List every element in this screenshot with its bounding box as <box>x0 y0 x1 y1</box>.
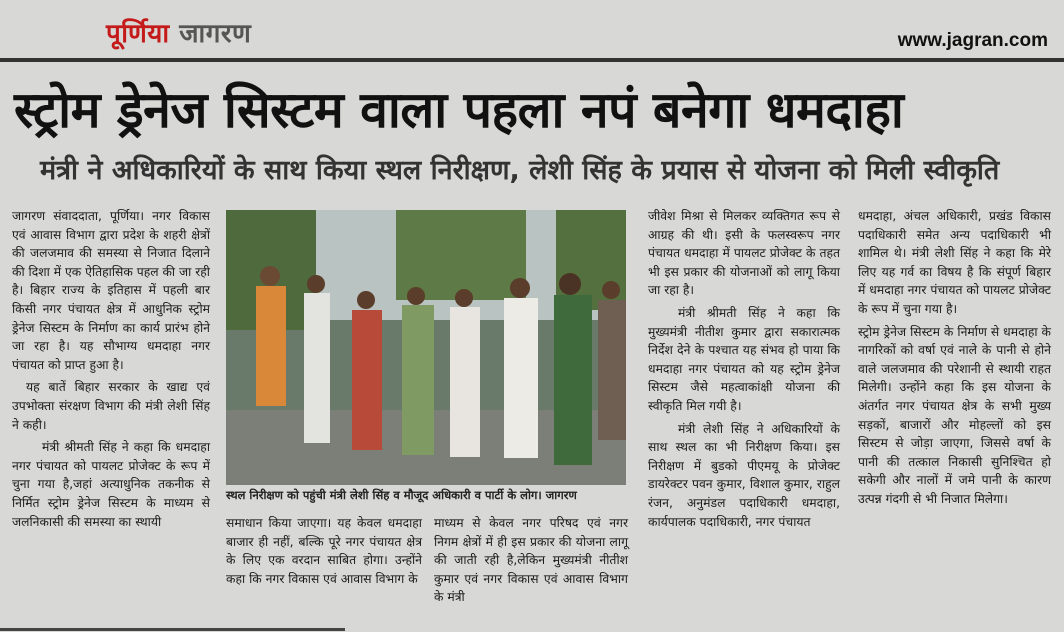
article-column-2 <box>226 514 422 592</box>
newspaper-logo <box>106 14 251 50</box>
paragraph: यह बातें बिहार सरकार के खाद्य एवं उपभोक्ता संरक्षण विभाग की मंत्री लेशी सिंह ने कही। <box>12 380 210 432</box>
headline: स्ट्रोम ड्रेनेज सिस्टम वाला पहला नपं बनेगा धमदाहा <box>14 81 904 139</box>
article-column-5 <box>858 207 1051 513</box>
paragraph: माध्यम से केवल नगर परिषद एवं नगर निगम क्षेत्रों में ही इस प्रकार की योजना लागू की जाती रही है,लेकिन मुख्यमंत्री नीतीश कुमार एवं नगर विकास एवं आवास विभाग के मंत्री <box>434 516 628 605</box>
photo-caption: स्थल निरीक्षण को पहुंची मंत्री लेशी सिंह व मौजूद अधिकारी व पार्टी के लोग। जागरण <box>226 488 577 502</box>
article-column-3 <box>434 514 628 611</box>
paragraph: समाधान किया जाएगा। यह केवल धमदाहा बाजार ही नहीं, बल्कि पूरे नगर पंचायत क्षेत्र के लिए एक वरदान साबित होगा। उन्होंने कहा कि नगर विकास एवं आवास विभाग के <box>226 516 422 586</box>
paragraph: मंत्री लेशी सिंह ने अधिकारियों के साथ स्थल का भी निरीक्षण किया। इस निरीक्षण में बुडको पीएमयू के प्रोजेक्ट डायरेक्टर पवन कुमार, विशाल कुमार, राहुल रंजन, अनुमंडल पदाधिकारी धमदाहा, कार्यपालक पदाधिकारी, नगर पंचायत <box>648 421 840 529</box>
website-url: www.jagran.com <box>897 30 1048 51</box>
paragraph: जागरण संवाददाता, पूर्णिया। नगर विकास एवं आवास विभाग द्वारा प्रदेश के शहरी क्षेत्रों की जलजमाव की समस्या से निजात दिलाने की दिशा में एक ऐतिहासिक पहल की जा रही है। बिहार राज्य के इतिहास में पहली बार किसी नगर पंचायत क्षेत्र में आधुनिक स्ट्रोम ड्रेनेज सिस्टम के निर्माण का कार्य प्रारंभ होने जा रहा है। यह सौभाग्य धमदाहा नगर पंचायत को प्राप्त हुआ है। <box>12 209 210 372</box>
paragraph: मंत्री श्रीमती सिंह ने कहा कि मुख्यमंत्री नीतीश कुमार द्वारा सकारात्मक निर्देश देने के पश्चात यह संभव हो पाया कि धमदाहा नगर पंचायत को यह स्ट्रोम ड्रेनेज सिस्टम जैसे महत्वाकांक्षी योजना की स्वीकृति मिल गयी है। <box>648 305 840 413</box>
masthead-rule <box>0 58 1064 62</box>
photo-illustration <box>226 210 626 485</box>
paragraph: धमदाहा, अंचल अधिकारी, प्रखंड विकास पदाधिकारी समेत अन्य पदाधिकारी भी शामिल थे। मंत्री लेशी सिंह ने कहा कि मेरे लिए यह गर्व का विषय है कि संपूर्ण बिहार में धमदाहा नगर पंचायत को पायलट प्रोजेक्ट के रूप में चुना गया है। <box>858 209 1051 316</box>
paragraph: जीवेश मिश्रा से मिलकर व्यक्तिगत रूप से आग्रह की थी। इसी के फलस्वरूप नगर पंचायत धमदाहा में पायलट प्रोजेक्ट के तहत भी इस प्रकार की योजनाओं को लागू किया जा रहा है। <box>648 209 840 298</box>
bottom-rule <box>0 628 345 631</box>
subheadline: मंत्री ने अधिकारियों के साथ किया स्थल निरीक्षण, लेशी सिंह के प्रयास से योजना को मिली स्वीकृति <box>40 155 1000 186</box>
masthead <box>0 0 1064 58</box>
article-column-1 <box>12 207 210 535</box>
brand-part2: जागरण <box>179 19 252 49</box>
brand-part1: पूर्णिया <box>106 19 170 49</box>
paragraph: मंत्री श्रीमती सिंह ने कहा कि धमदाहा नगर पंचायत को पायलट प्रोजेक्ट के रूप में चुना गया है,जहां अत्याधुनिक तकनीक से निर्मित स्ट्रोम ड्रेनेज सिस्टम के माध्यम से जलनिकासी की समस्या का स्थायी <box>12 440 210 529</box>
article-column-4 <box>648 207 840 535</box>
paragraph: स्ट्रोम ड्रेनेज सिस्टम के निर्माण से धमदाहा के नागरिकों को वर्षा एवं नाले के पानी से होने वाले जलजमाव की परेशानी से स्थायी राहत मिलेगी। उन्होंने कहा कि इस योजना के अंतर्गत नगर पंचायत क्षेत्र के सभी मुख्य सड़कों, बाजारों और मोहल्लों को इस सिस्टम से जोड़ा जाएगा, जिससे वर्षा के पानी की तत्काल निकासी सुनिश्चित हो सकेगी और नालों में जमे पानी के कारण उत्पन्न गंदगी से भी निजात मिलेगा। <box>858 324 1051 506</box>
news-photo <box>226 210 626 485</box>
